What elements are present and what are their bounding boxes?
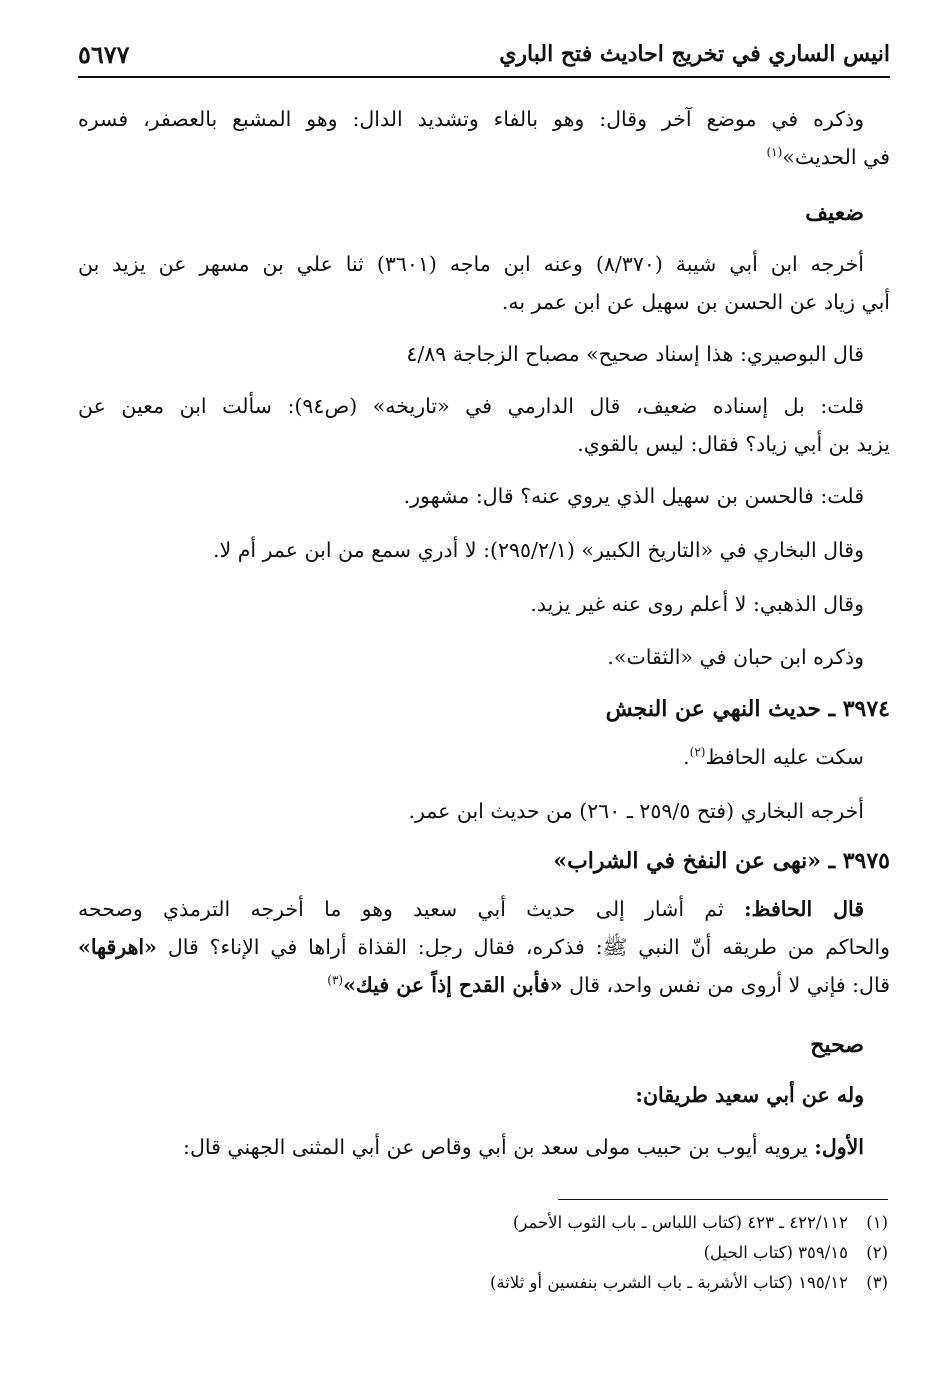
footnote-number: (١): [866, 1213, 888, 1232]
paragraph-line: سكت عليه الحافظ$^{(٢)}$.: [683, 745, 864, 769]
footnote-ref: (١): [766, 145, 783, 160]
paragraph-line: قال البوصيري: هذا إسناد صحيح» مصباح الزجاجة ٤/٨٩: [406, 342, 864, 366]
paragraph-line: الأول: يرويه أيوب بن حبيب مولى سعد بن أبي وقاص عن أبي المثنى الجهني قال:: [183, 1135, 864, 1159]
paragraph-line: قلت: بل إسناده ضعيف، قال الدارمي في «تاريخه» (ص٩٤): سألت ابن معين عن: [78, 394, 864, 418]
verdict-heading: ضعيف: [805, 200, 864, 226]
paragraph-line: قال: فإني لا أروى من نفس واحد، قال «فأبن القدح إذاً عن فيك»$^{(٣)}$: [327, 973, 890, 997]
footnote-text: ٤٢٢/١١٢ ـ ٤٢٣ (كتاب اللباس ـ باب الثوب الأحمر): [512, 1213, 848, 1232]
footnote: [76, 1271, 888, 1295]
paragraph-line: أخرجه البخاري (فتح ٢٥٩/٥ ـ ٢٦٠) من حديث ابن عمر.: [408, 799, 864, 823]
verdict-heading: صحيح: [810, 1032, 864, 1058]
page-number: ٥٦٧٧: [78, 39, 130, 69]
footnote: [76, 1211, 888, 1235]
footnote-ref: (٢): [689, 745, 706, 760]
paragraph-line: وقال الذهبي: لا أعلم روى عنه غير يزيد.: [530, 592, 864, 616]
subheading: وله عن أبي سعيد طريقان:: [635, 1083, 864, 1107]
paragraph-line: أبي زياد عن الحسن بن سهيل عن ابن عمر به.: [501, 290, 890, 314]
footnote-number: (٣): [866, 1273, 888, 1292]
item-label: الأول:: [814, 1135, 864, 1159]
paragraph-line: في الحديث»$^{(١)}$: [766, 145, 890, 169]
footnote-rule: [558, 1199, 888, 1200]
hadith-heading: ٣٩٧٤ ـ حديث النهي عن النجش: [605, 696, 890, 722]
header-rule: [78, 76, 890, 78]
footnote-text: ٣٥٩/١٥ (كتاب الحيل): [703, 1243, 848, 1262]
footnote-number: (٢): [866, 1243, 888, 1262]
footnote-ref: (٣): [327, 973, 344, 988]
paragraph-line: وذكره ابن حبان في «الثقات».: [607, 645, 864, 669]
paragraph-line: قال الحافظ: ثم أشار إلى حديث أبي سعيد وهو ما أخرجه الترمذي وصححه: [78, 897, 865, 921]
hadith-heading: ٣٩٧٥ ـ «نهى عن النفخ في الشراب»: [553, 848, 890, 874]
paragraph-line: يزيد بن أبي زياد؟ فقال: ليس بالقوي.: [577, 432, 890, 456]
paragraph-line: وقال البخاري في «التاريخ الكبير» (٢٩٥/٢/١): لا أدري سمع من ابن عمر أم لا.: [212, 538, 864, 562]
quote-bold: «فأبن القدح إذاً عن فيك»: [343, 973, 563, 997]
paragraph-line: والحاكم من طريقه أنّ النبي ﷺ: فذكره، فقال رجل: القذاة أراها في الإناء؟ قال «اهرقها»: [78, 935, 890, 959]
speaker-label: قال الحافظ:: [743, 897, 865, 921]
running-header: [78, 34, 890, 74]
paragraph-line: قلت: فالحسن بن سهيل الذي يروي عنه؟ قال: مشهور.: [403, 484, 864, 508]
footnote: [76, 1241, 888, 1265]
quote-bold: «اهرقها»: [78, 935, 157, 959]
footnote-text: ١٩٥/١٢ (كتاب الأشربة ـ باب الشرب بنفسين أو ثلاثة): [489, 1273, 848, 1292]
paragraph-line: وذكره في موضع آخر وقال: وهو بالفاء وتشديد الدال: وهو المشبع بالعصفر، فسره: [78, 107, 864, 131]
running-title: انيس الساري في تخريج احاديث فتح الباري: [499, 41, 890, 67]
paragraph-line: أخرجه ابن أبي شيبة (٨/٣٧٠) وعنه ابن ماجه (٣٦٠١) ثنا علي بن مسهر عن يزيد بن: [78, 252, 865, 276]
